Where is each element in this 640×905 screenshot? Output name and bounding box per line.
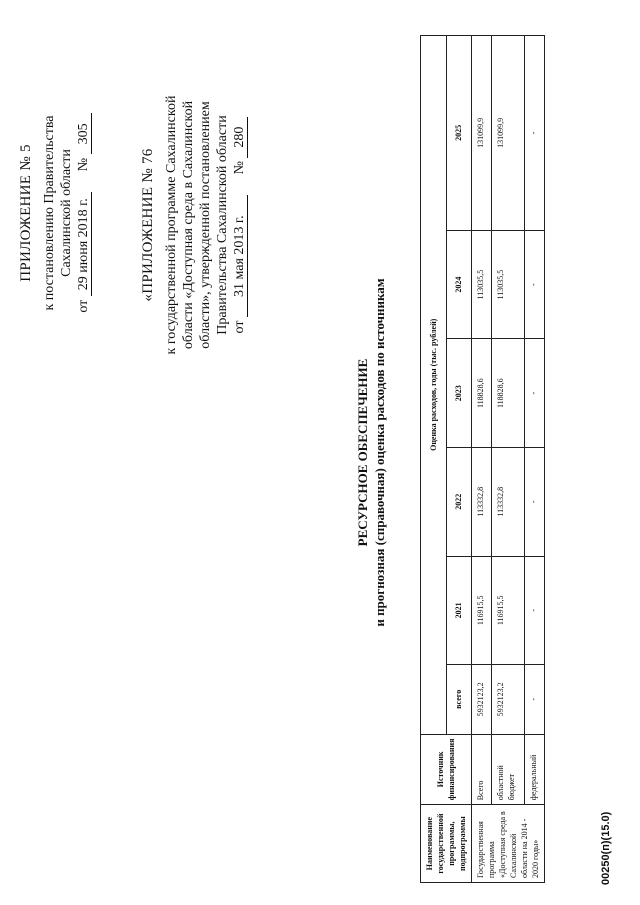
col-header-name: Наименование государственной программы, подпрограммы xyxy=(421,805,472,883)
document-code: 00250(п)(15.0) xyxy=(600,811,612,885)
heading-line1: РЕСУРСНОЕ ОБЕСПЕЧЕНИЕ xyxy=(355,358,370,547)
appendix-76-line1: к государственной программе Сахалинской xyxy=(164,95,179,355)
table-header-row xyxy=(421,36,447,883)
appendix-76-number-value: 280 xyxy=(233,117,248,158)
value-cell: - xyxy=(524,447,544,556)
value-cell: 113332,8 xyxy=(472,447,492,556)
col-header-estimate: Оценка расходов, годы (тыс. рублей) xyxy=(421,36,447,735)
appendix-5-line2: Сахалинской области xyxy=(59,149,74,277)
appendix-5-number-prefix: № xyxy=(76,157,91,172)
appendix-5-number-value: 305 xyxy=(77,113,92,154)
table-row xyxy=(524,36,544,883)
value-cell: 131099,9 xyxy=(492,36,525,231)
value-cell: 116915,5 xyxy=(472,556,492,665)
appendix-76-block xyxy=(140,75,248,375)
appendix-76-date-prefix: от xyxy=(232,320,247,334)
appendix-5-line1: к постановлению Правительства xyxy=(42,115,57,311)
appendix-76-line3: области», утвержденной постановлением xyxy=(198,101,213,349)
appendix-76-date-value: 31 мая 2013 г. xyxy=(233,195,248,317)
value-cell: 118828,6 xyxy=(472,339,492,448)
table-row xyxy=(472,36,492,883)
value-cell: 5932123,2 xyxy=(492,665,525,734)
heading-line2: и прогнозная (справочная) оценка расходов по источникам xyxy=(372,278,387,627)
program-name-cell: Государственная программа «Доступная среда в Сахалинской области на 2014 - 2020 годы» xyxy=(472,805,545,883)
col-header-year: 2021 xyxy=(446,556,472,665)
appendix-5-title: ПРИЛОЖЕНИЕ № 5 xyxy=(18,144,34,282)
col-header-source: Источник финансирования xyxy=(421,734,472,805)
appendix-76-line4: Правительства Сахалинской области xyxy=(215,115,230,335)
source-cell: федеральный xyxy=(524,734,544,805)
value-cell: - xyxy=(524,339,544,448)
source-cell: областной бюджет xyxy=(492,734,525,805)
value-cell: 113035,5 xyxy=(472,230,492,339)
appendix-5-date-prefix: от xyxy=(76,299,91,313)
value-cell: - xyxy=(524,665,544,734)
col-header-year: 2025 xyxy=(446,36,472,231)
value-cell: 113332,8 xyxy=(492,447,525,556)
col-header-year: всего xyxy=(446,665,472,734)
value-cell: 5932123,2 xyxy=(472,665,492,734)
col-header-year: 2024 xyxy=(446,230,472,339)
value-cell: - xyxy=(524,36,544,231)
value-cell: - xyxy=(524,556,544,665)
resource-table xyxy=(420,35,545,883)
value-cell: 113035,5 xyxy=(492,230,525,339)
appendix-76-number-prefix: № xyxy=(232,161,247,175)
value-cell: 118828,6 xyxy=(492,339,525,448)
appendix-76-line2: области «Доступная среда в Сахалинской xyxy=(181,100,196,350)
source-cell: Всего xyxy=(472,734,492,805)
appendix-5-date-value: 29 июня 2018 г. xyxy=(77,192,92,296)
value-cell: 116915,5 xyxy=(492,556,525,665)
appendix-5-date-line xyxy=(75,83,92,343)
col-header-year: 2022 xyxy=(446,447,472,556)
col-header-year: 2023 xyxy=(446,339,472,448)
table-row xyxy=(492,36,525,883)
value-cell: - xyxy=(524,230,544,339)
appendix-5-block xyxy=(18,83,92,343)
value-cell: 131099,9 xyxy=(472,36,492,231)
appendix-76-title: «ПРИЛОЖЕНИЕ № 76 xyxy=(140,148,156,302)
appendix-76-date-line xyxy=(231,75,248,375)
